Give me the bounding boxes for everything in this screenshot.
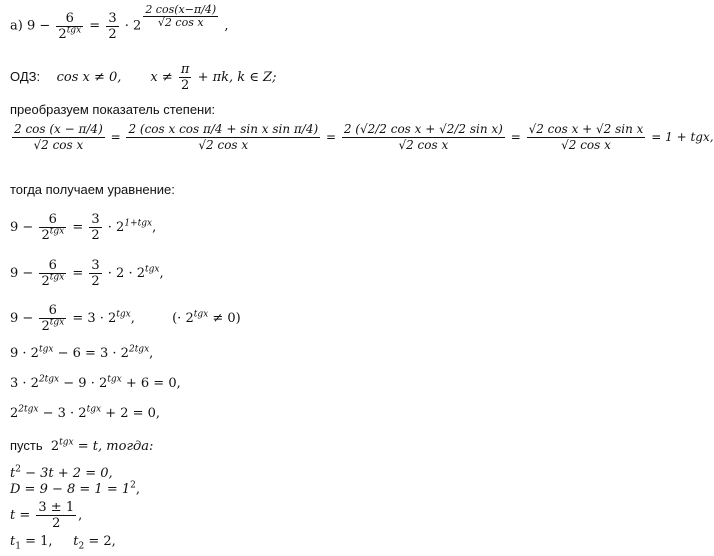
odz-line [10, 62, 276, 93]
exponent-fraction: $\frac{2 \cos(x-\pi/4)}{\text{√2 cos x}}$ [145, 3, 217, 29]
equation-a: а) 9 − $\frac{6}{2^{tgx}}$ = $\frac{3}{2}$ · 2 $\frac{2 \cos(x-\pi/4)}{\text{√2 cos x}}$ , [10, 3, 229, 42]
equation-2: 9 − $\frac{6}{2^{tgx}}$ = $\frac{3}{2}$ · $2 \cdot 2^{tgx}$, [10, 258, 164, 289]
eq-a-label: а) 9 − [10, 18, 51, 34]
big-result: = 1 + tgx, [651, 130, 714, 144]
big-frac-4: $\frac{\text{√2 cos x + √2 sin x}}{\text{√2 cos x}}$ [528, 122, 644, 152]
numerator: 6 [65, 10, 74, 26]
discriminant: $D = 9 - 8 = 1 = 1^2$, [10, 480, 141, 497]
transform-heading: преобразуем показатель степени: [10, 102, 216, 117]
fraction [56, 11, 83, 42]
big-frac-1: $\frac{2 \cos (x - \pi/4)}{\text{√2 cos x}}$ [14, 122, 103, 152]
fraction: $\frac{3}{2}$ [91, 258, 100, 289]
denominator: $2^{tgx}$ [58, 25, 82, 42]
odz-label: ОДЗ: [10, 69, 41, 84]
then-heading: тогда получаем уравнение: [10, 182, 175, 197]
equation-3: 9 − $\frac{6}{2^{tgx}}$ = $3 \cdot 2^{tgx}$, (· $2^{tgx} \ne 0$) [10, 303, 241, 334]
fraction: $\frac{6}{2^{tgx}}$ [41, 212, 65, 243]
pi-over-two: $\frac{\pi}{2}$ [180, 62, 190, 93]
substitution-line: пусть $2^{tgx} = t$, тогда: [10, 437, 154, 454]
fraction: $\frac{6}{2^{tgx}}$ [41, 258, 65, 289]
fraction: $\frac{6}{2^{tgx}}$ [41, 303, 65, 334]
big-equation: $\frac{2 \cos (x - \pi/4)}{\text{√2 cos x}}$ = $\frac{\text{2 (cos x cos π/4 + sin x sin π/4)}}{\text{√2 cos x}}$ = $\frac{\text{2 (√2/2 cos x + √2/2 sin x)}}{\text{√2 cos x}}$ = $\frac{\text{√2 cos x + √2 sin x}}{\text{√2 cos x}}$ = 1 + tgx, [14, 122, 714, 152]
quadratic-eq: $t^2 - 3t + 2 = 0$, [10, 464, 113, 481]
roots: $t_1 = 1$, $t_2 = 2$, [10, 534, 116, 552]
nonzero-note: (· $2^{tgx} \ne 0$) [172, 309, 241, 326]
big-frac-3: $\frac{\text{2 (√2/2 cos x + √2/2 sin x)}}{\text{√2 cos x}}$ [343, 122, 503, 152]
fraction: $\frac{3 \pm 1}{2}$ [38, 500, 75, 531]
odz-cond2-pre: x ≠ [150, 70, 173, 85]
big-frac-2: $\frac{\text{2 (cos x cos π/4 + sin x sin π/4)}}{\text{√2 cos x}}$ [128, 122, 319, 152]
fraction-three-halves: $\frac{3}{2}$ [108, 10, 117, 42]
equation-1: 9 − $\frac{6}{2^{tgx}}$ = $\frac{3}{2}$ · $2^{1+tgx}$, [10, 212, 157, 243]
base-two: · 2 [124, 18, 142, 34]
fraction: $\frac{3}{2}$ [91, 212, 100, 243]
odz-cond1: cos x ≠ 0, [56, 70, 122, 85]
equation-5: $3 \cdot 2^{2tgx} - 9 \cdot 2^{tgx} + 6 = 0$, [10, 374, 181, 391]
equals-sign: = [89, 18, 101, 34]
odz-cond2-post: + πk, k ∈ Z; [197, 70, 277, 85]
equation-4: $9 \cdot 2^{tgx} - 6 = 3 \cdot 2^{2tgx}$, [10, 344, 154, 361]
root-formula: t = $\frac{3 \pm 1}{2}$ , [10, 500, 83, 531]
equation-6: $2^{2tgx} - 3 \cdot 2^{tgx} + 2 = 0$, [10, 404, 161, 421]
